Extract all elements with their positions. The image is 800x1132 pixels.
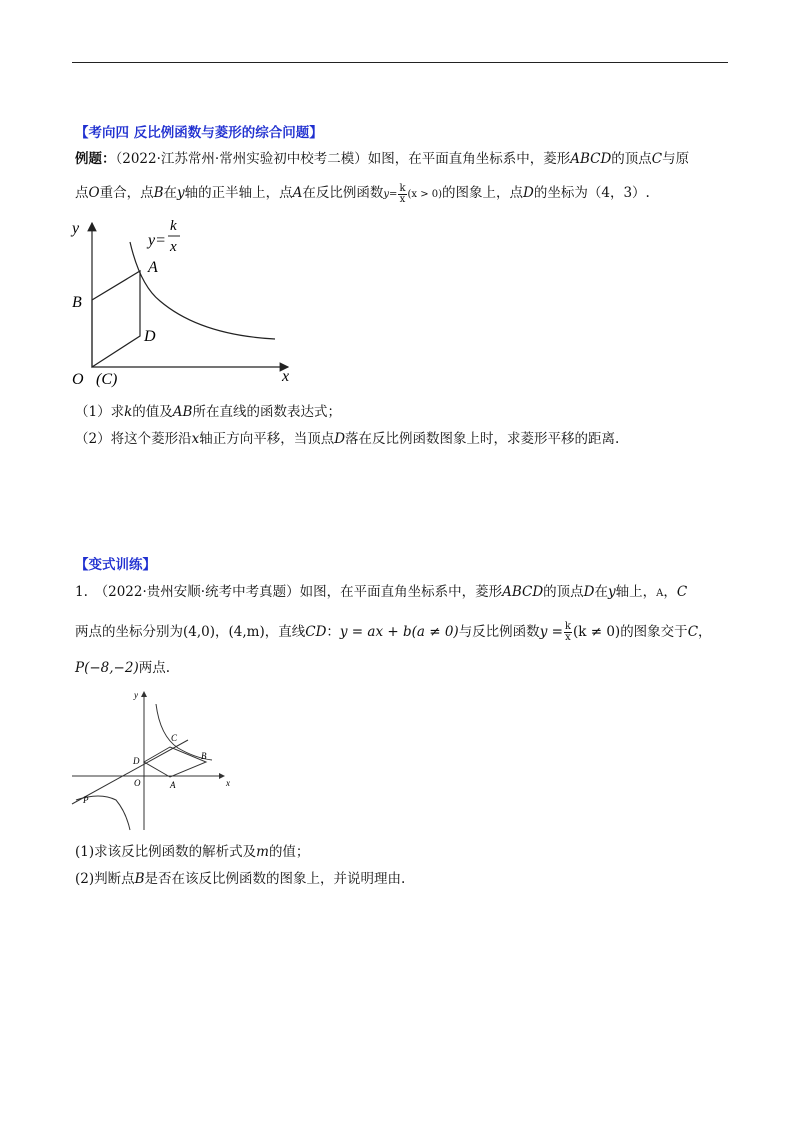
- curve-label: y=: [148, 232, 166, 249]
- point-p-label: P: [83, 795, 89, 805]
- practice-heading: 【变式训练】: [75, 557, 156, 573]
- question-2: （2）将这个菱形沿x轴正方向平移，当顶点D落在反比例函数图象上时，求菱形平移的距离.: [75, 431, 620, 447]
- point-o-label: O: [134, 778, 141, 788]
- rhombus-abcd: [92, 271, 140, 367]
- hyperbola-curve: [130, 242, 275, 339]
- example-line-1: 例题：（2022·江苏常州·常州实验初中校考二模）如图，在平面直角坐标系中，菱形ABCD的顶点C与原: [75, 151, 690, 167]
- practice-line-3: P(−8,−2)两点.: [75, 660, 171, 676]
- example-figure: [60, 215, 310, 395]
- example-label: 例题：: [75, 151, 116, 167]
- point-a-label: A: [170, 780, 176, 790]
- practice-figure: [70, 688, 240, 836]
- point-o-label: O: [72, 371, 84, 388]
- example-line-2: 点O重合，点B在y轴的正半轴上，点A在反比例函数y= $\frac{k}{x}$ (x > 0)的图象上，点D的坐标为（4，3）.: [75, 183, 650, 205]
- inline-function: y= $\frac{k}{x}$ (x > 0): [383, 183, 443, 205]
- line-cd: [72, 740, 188, 804]
- question-1: （1）求k的值及AB所在直线的函数表达式；: [75, 404, 341, 420]
- point-c-label: C: [171, 733, 178, 743]
- section-heading: 【考向四 反比例函数与菱形的综合问题】: [75, 125, 323, 141]
- point-d-label: D: [133, 756, 140, 766]
- y-axis-label: y: [72, 220, 80, 237]
- practice-question-2: (2)判断点B是否在该反比例函数的图象上，并说明理由.: [75, 871, 406, 887]
- practice-line-2: 两点的坐标分别为(4,0)，(4,m)，直线CD：y = ax + b(a ≠ 0)与反比例函数y = $\frac{k}{x}$ (k ≠ 0)的图象交于C，: [75, 621, 712, 643]
- point-b-label: B: [201, 751, 207, 761]
- curve-label-num: k: [170, 218, 177, 234]
- curve-label-den: x: [170, 239, 177, 255]
- point-d-label: D: [144, 328, 156, 345]
- practice-line-1: 1. （2022·贵州安顺·统考中考真题）如图，在平面直角坐标系中，菱形ABCD的顶点D在y轴上，A，C: [75, 584, 688, 600]
- rhombus-abcd: [144, 747, 206, 777]
- y-axis-label: y: [134, 690, 138, 700]
- header-rule: [72, 62, 728, 63]
- point-b-label: B: [72, 294, 82, 311]
- point-c-label: (C): [96, 371, 118, 388]
- practice-question-1: (1)求该反比例函数的解析式及m的值；: [75, 844, 310, 860]
- point-a-label: A: [148, 259, 158, 276]
- x-axis-label: x: [226, 778, 230, 788]
- x-axis-label: x: [282, 368, 290, 385]
